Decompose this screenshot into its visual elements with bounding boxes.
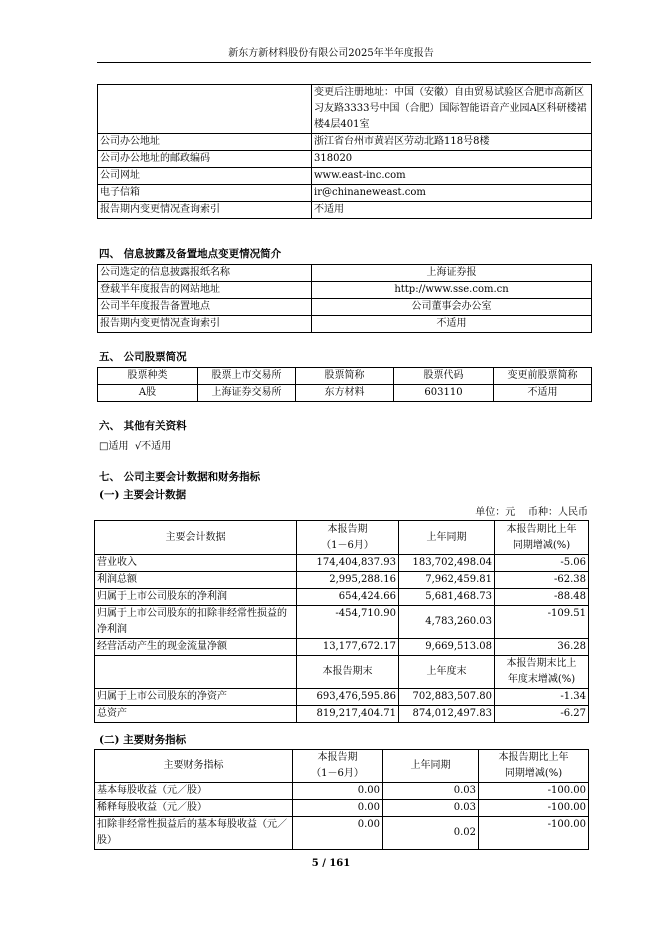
header-line: 同期增减(%)	[512, 539, 571, 551]
column-header-current	[297, 521, 399, 555]
table-row	[98, 185, 592, 202]
column-header-prior: 上年同期	[399, 521, 495, 555]
stock-table	[97, 367, 592, 402]
former-short-name: 不适用	[494, 385, 592, 402]
page-number: 5 / 161	[311, 858, 351, 869]
current-value: 819,217,404.71	[297, 706, 399, 723]
disclosure-value: 上海证券报	[312, 265, 592, 282]
stock-type: A股	[98, 385, 198, 402]
company-info-value: www.east-inc.com	[312, 168, 592, 185]
table-row	[95, 572, 589, 589]
current-value: 654,424.66	[297, 589, 399, 606]
change-value: -5.06	[495, 555, 589, 572]
stock-short-name: 东方材料	[296, 385, 394, 402]
table-row	[95, 817, 589, 850]
row-label: 稀释每股收益（元／股）	[95, 800, 293, 817]
change-value: -1.34	[495, 689, 589, 706]
table-row	[98, 168, 592, 185]
company-info-label	[98, 85, 312, 134]
row-label: 归属于上市公司股东的扣除非经常性损益的净利润	[95, 606, 297, 639]
section7-heading: 七、 公司主要会计数据和财务指标	[99, 471, 261, 483]
column-header-change	[495, 656, 589, 689]
row-label: 归属于上市公司股东的净利润	[95, 589, 297, 606]
column-header: 变更前股票简称	[494, 368, 592, 385]
column-header: 股票种类	[98, 368, 198, 385]
unit-currency-line: 单位：元 币种：人民币	[475, 507, 588, 518]
row-label: 营业收入	[95, 555, 297, 572]
change-value: -88.48	[495, 589, 589, 606]
row-label: 利润总额	[95, 572, 297, 589]
company-info-value: 318020	[312, 151, 592, 168]
table-row	[95, 639, 589, 656]
column-header-prior: 上年同期	[383, 750, 479, 783]
current-value: 693,476,595.86	[297, 689, 399, 706]
header-line: 本报告期	[317, 752, 358, 763]
option-applicable: □适用	[99, 441, 129, 452]
table-header-row	[95, 750, 589, 783]
table-header-row	[98, 368, 592, 385]
disclosure-table	[97, 264, 592, 333]
table-row	[98, 385, 592, 402]
header-line: （1－6月）	[311, 768, 364, 779]
header-line: 本报告期比上年	[506, 523, 577, 535]
current-value: 13,177,672.17	[297, 639, 399, 656]
prior-value: 183,702,498.04	[399, 555, 495, 572]
change-value: -109.51	[495, 606, 589, 639]
table-row	[98, 134, 592, 151]
header-line: 本报告期	[327, 523, 368, 535]
empty-header-cell	[95, 656, 297, 689]
company-info-value: 变更后注册地址：中国（安徽）自由贸易试验区合肥市高新区习友路3333号中国（合肥）国际智能语音产业园A区科研楼裙楼4层401室	[312, 85, 592, 134]
row-label: 扣除非经常性损益后的基本每股收益（元／股）	[95, 817, 293, 850]
section4-heading: 四、 信息披露及备置地点变更情况简介	[99, 248, 282, 260]
current-value: -454,710.90	[297, 606, 399, 639]
table-row	[98, 151, 592, 168]
section5-heading: 五、 公司股票简况	[99, 351, 187, 363]
table-row	[98, 265, 592, 282]
column-header: 股票上市交易所	[198, 368, 296, 385]
financial-indicators-table	[94, 749, 589, 850]
accounting-data-table	[94, 520, 589, 723]
company-info-table	[97, 84, 592, 219]
row-label: 经营活动产生的现金流量净额	[95, 639, 297, 656]
disclosure-label: 公司半年度报告备置地点	[98, 299, 312, 316]
table-row	[98, 282, 592, 299]
table-row	[95, 783, 589, 800]
change-value: 36.28	[495, 639, 589, 656]
disclosure-label: 报告期内变更情况查询索引	[98, 316, 312, 333]
disclosure-value: http://www.sse.com.cn	[312, 282, 592, 299]
prior-value: 7,962,459.81	[399, 572, 495, 589]
option-not-applicable: √不适用	[134, 441, 172, 452]
current-value: 0.00	[293, 800, 383, 817]
company-info-label: 公司办公地址的邮政编码	[98, 151, 312, 168]
prior-value: 702,883,507.80	[399, 689, 495, 706]
table-row	[95, 800, 589, 817]
running-header: 新东方新材料股份有限公司2025年半年度报告	[228, 48, 434, 59]
current-value: 0.00	[293, 817, 383, 850]
stock-exchange: 上海证券交易所	[198, 385, 296, 402]
row-label: 总资产	[95, 706, 297, 723]
header-line: 本报告期末比上	[506, 658, 577, 669]
header-line: 年度末增减(%)	[507, 674, 576, 685]
prior-value: 874,012,497.83	[399, 706, 495, 723]
company-info-value: 浙江省台州市黄岩区劳动北路118号8楼	[312, 134, 592, 151]
prior-value: 0.03	[383, 800, 479, 817]
row-label: 归属于上市公司股东的净资产	[95, 689, 297, 706]
subsection1-heading: (一) 主要会计数据	[99, 489, 187, 501]
applicability-options	[99, 437, 171, 452]
prior-value: 5,681,468.73	[399, 589, 495, 606]
column-header-current	[293, 750, 383, 783]
table-row	[95, 555, 589, 572]
header-line: 本报告期比上年	[498, 752, 569, 763]
prior-value: 0.03	[383, 783, 479, 800]
company-info-value: ir@chinaneweast.com	[312, 185, 592, 202]
company-info-label: 报告期内变更情况查询索引	[98, 202, 312, 219]
table-row	[98, 202, 592, 219]
table-row	[98, 316, 592, 333]
subsection2-heading: (二) 主要财务指标	[99, 734, 187, 746]
change-value: -100.00	[479, 783, 589, 800]
table-row	[95, 606, 589, 639]
current-value: 2,995,288.16	[297, 572, 399, 589]
table-row	[95, 589, 589, 606]
section6-heading: 六、 其他有关资料	[99, 420, 187, 432]
header-line: （1－6月）	[321, 539, 374, 551]
column-header-item: 主要会计数据	[95, 521, 297, 555]
stock-code: 603110	[394, 385, 494, 402]
company-info-label: 公司办公地址	[98, 134, 312, 151]
table-row	[95, 706, 589, 723]
column-header: 股票代码	[394, 368, 494, 385]
current-value: 0.00	[293, 783, 383, 800]
table-row	[95, 689, 589, 706]
change-value: -62.38	[495, 572, 589, 589]
column-header-current: 本报告期末	[297, 656, 399, 689]
row-label: 基本每股收益（元／股）	[95, 783, 293, 800]
table-row	[98, 85, 592, 134]
disclosure-label: 登载半年度报告的网站地址	[98, 282, 312, 299]
column-header-prior: 上年度末	[399, 656, 495, 689]
disclosure-value: 不适用	[312, 316, 592, 333]
prior-value: 4,783,260.03	[399, 606, 495, 639]
table-header-row	[95, 656, 589, 689]
table-header-row	[95, 521, 589, 555]
company-info-value: 不适用	[312, 202, 592, 219]
current-value: 174,404,837.93	[297, 555, 399, 572]
company-info-label: 电子信箱	[98, 185, 312, 202]
column-header: 股票简称	[296, 368, 394, 385]
company-info-label: 公司网址	[98, 168, 312, 185]
change-value: -100.00	[479, 817, 589, 850]
header-rule	[97, 62, 591, 63]
column-header-change	[495, 521, 589, 555]
disclosure-label: 公司选定的信息披露报纸名称	[98, 265, 312, 282]
change-value: -100.00	[479, 800, 589, 817]
header-line: 同期增减(%)	[504, 768, 563, 779]
column-header-item: 主要财务指标	[95, 750, 293, 783]
column-header-change	[479, 750, 589, 783]
prior-value: 0.02	[383, 817, 479, 850]
change-value: -6.27	[495, 706, 589, 723]
disclosure-value: 公司董事会办公室	[312, 299, 592, 316]
prior-value: 9,669,513.08	[399, 639, 495, 656]
table-row	[98, 299, 592, 316]
